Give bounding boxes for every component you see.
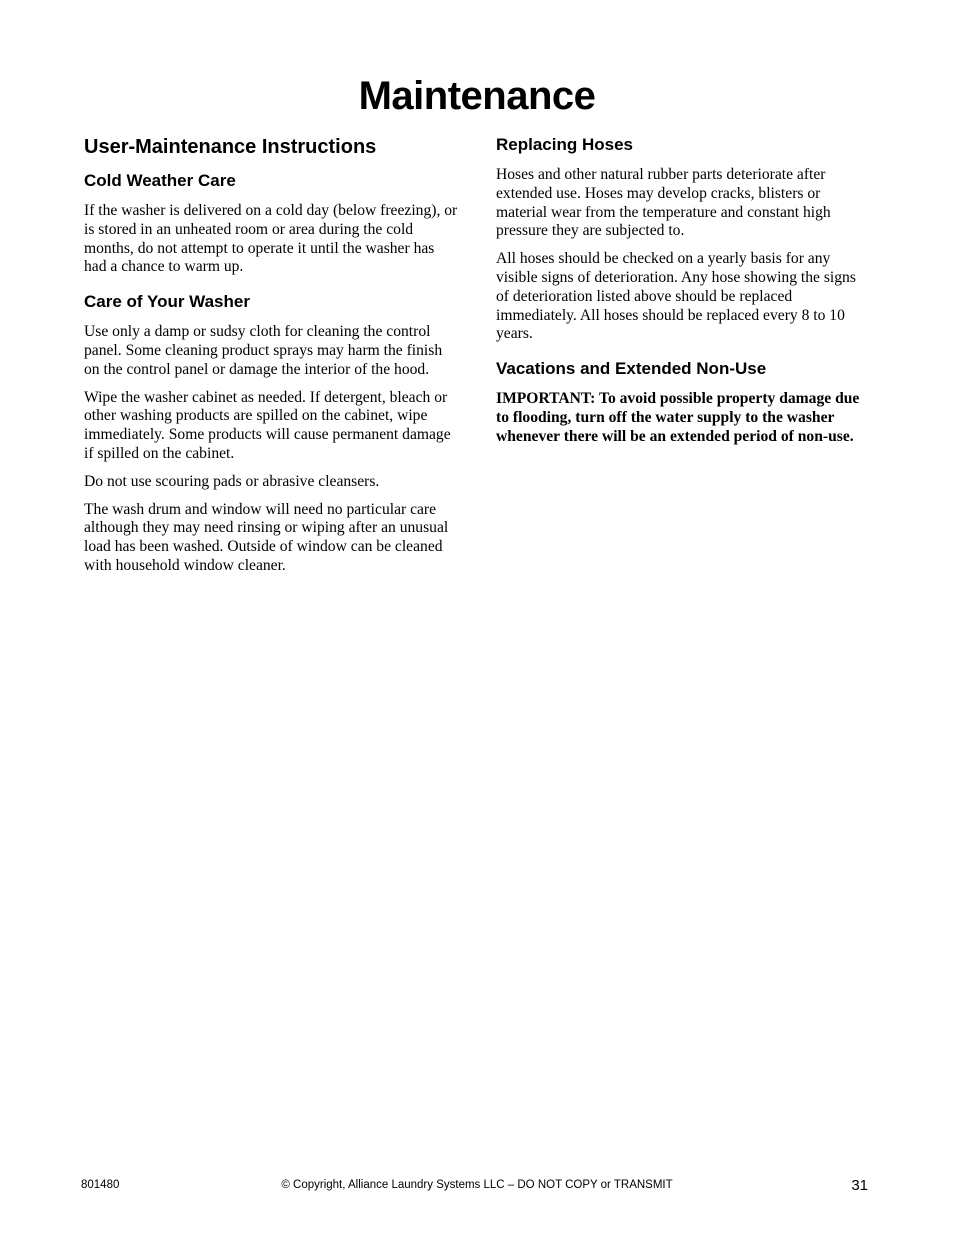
subheading-replacing-hoses: Replacing Hoses xyxy=(496,135,633,154)
paragraph-care-cabinet: Wipe the washer cabinet as needed. If detergent, bleach or other washing products are spilled on the cabinet, wipe immediately. Some products will cause permanent damage if spilled on the cabinet. xyxy=(84,388,451,462)
page-title: Maintenance xyxy=(358,74,596,118)
right-column xyxy=(496,134,868,456)
paragraph-care-control-panel: Use only a damp or sudsy cloth for cleaning the control panel. Some cleaning product sprays may harm the finish on the control panel or damage the interior of the hood. xyxy=(84,323,443,378)
paragraph-care-drum-window: The wash drum and window will need no particular care although they may need rinsing or wiping after an unusual load has been washed. Outside of window can be cleaned with household window cleaner. xyxy=(84,500,449,574)
paragraph-hoses-deterioration: Hoses and other natural rubber parts deteriorate after extended use. Hoses may develop cracks, blisters or material wear from the temperature and constant high pressure they are subjected to. xyxy=(496,166,831,240)
important-notice: IMPORTANT: To avoid possible property damage due to flooding, turn off the water supply to the washer whenever there will be an extended period of non-use. xyxy=(496,390,860,445)
footer-copyright: © Copyright, Alliance Laundry Systems LLC – DO NOT COPY or TRANSMIT xyxy=(281,1179,673,1191)
paragraph-hoses-check: All hoses should be checked on a yearly basis for any visible signs of deterioration. Any hose showing the signs of deterioration listed above should be replaced immediately. All hoses should be replaced every 8 to 10 years. xyxy=(496,250,856,343)
footer-doc-number: 801480 xyxy=(81,1179,120,1191)
page-footer xyxy=(0,1177,954,1197)
paragraph-care-scouring: Do not use scouring pads or abrasive cleansers. xyxy=(84,472,380,490)
section-heading-user-maintenance: User-Maintenance Instructions xyxy=(84,136,377,158)
subheading-care-of-washer: Care of Your Washer xyxy=(84,292,250,312)
paragraph-cold-weather: If the washer is delivered on a cold day (below freezing), or is stored in an unheated room or area during the cold months, do not attempt to operate it until the washer has had a chance to warm up. xyxy=(84,202,458,276)
subheading-vacations: Vacations and Extended Non-Use xyxy=(496,359,767,379)
footer-page-number: 31 xyxy=(851,1177,868,1194)
subheading-cold-weather-care: Cold Weather Care xyxy=(84,171,236,190)
left-column xyxy=(84,134,460,585)
